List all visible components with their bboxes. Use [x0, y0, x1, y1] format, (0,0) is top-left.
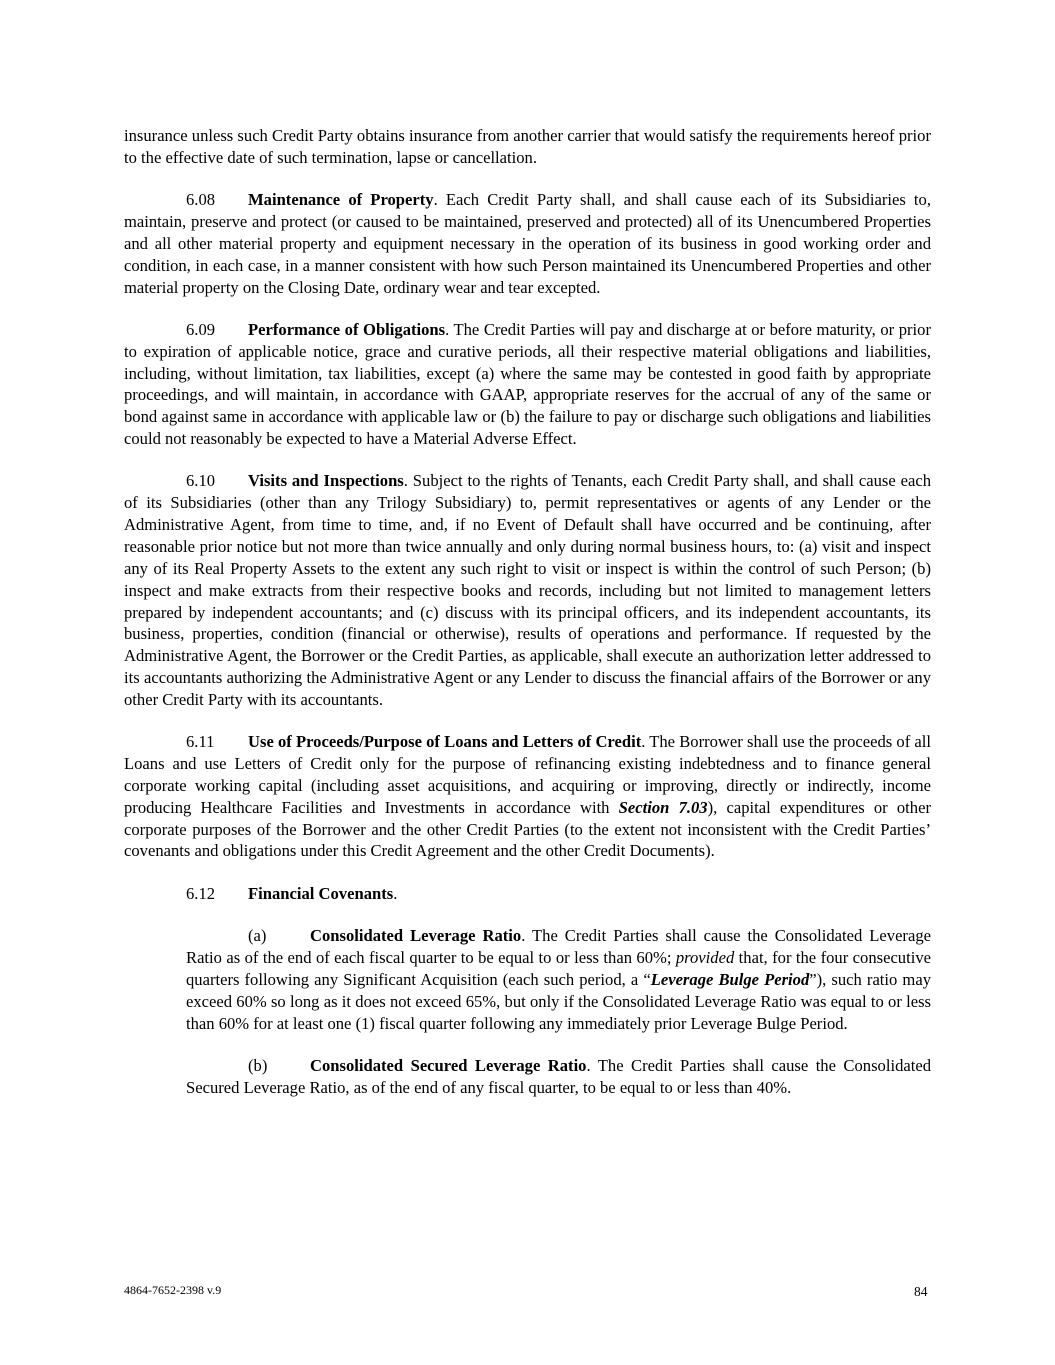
- subsection-6-12-b: [186, 1055, 931, 1099]
- section-number: 6.12: [186, 883, 216, 903]
- document-page: [124, 125, 931, 1119]
- section-number: 6.09: [186, 319, 216, 339]
- subsection-number: (a): [248, 926, 267, 946]
- section-reference: Section 7.03: [618, 797, 708, 817]
- section-number: 6.10: [186, 471, 216, 491]
- subsection-heading: Consolidated Secured Leverage Ratio: [310, 1055, 587, 1075]
- defined-term: Leverage Bulge Period: [650, 969, 810, 989]
- section-number: 6.08: [186, 190, 216, 210]
- subsection-body: that, for the four consecutive quarters following any Significant Acquisition (each such period, a “: [186, 948, 931, 989]
- subsection-body: . The Credit Parties shall cause the Consolidated Secured Leverage Ratio, as of the end of any fiscal quarter, to be equal to or less than 40%.: [186, 1055, 931, 1097]
- subsection-body: . The Credit Parties shall cause the Consolidated Leverage Ratio as of the end of each fiscal quarter to be equal to or less than 60%;: [186, 926, 931, 967]
- section-body: . Subject to the rights of Tenants, each Credit Party shall, and shall cause each of its Subsidiaries (other than any Trilogy Subsidiary) to, permit representatives or agents of any Lender or the Administrative Agent, from time to time, and, if no Event of Default shall have occurred and be continuing, after reasonable prior notice but not more than twice annually and only during normal business hours, to: (a) visit and inspect any of its Real Property Assets to the extent any such right to visit or inspect is within the control of such Person; (b) inspect and make extracts from their respective books and records, including but not limited to management letters prepared by independent accountants; and (c) discuss with its principal officers, and its independent accountants, its business, properties, condition (financial or otherwise), results of operations and performance. If requested by the Administrative Agent, the Borrower or the Credit Parties, as applicable, shall execute an authorization letter addressed to its accountants authorizing the Administrative Agent or any Lender to discuss the financial affairs of the Borrower or any other Credit Party with its accountants.: [124, 471, 931, 709]
- section-body: . Each Credit Party shall, and shall cause each of its Subsidiaries to, maintain, preserve and protect (or caused to be maintained, preserved and protected) all of its Unencumbered Properties and all other material property and equipment necessary in the operation of its business in good working order and condition, in each case, in a manner consistent with how such Person maintained its Unencumbered Properties and other material property on the Closing Date, ordinary wear and tear excepted.: [124, 190, 931, 297]
- section-heading: Financial Covenants: [248, 883, 394, 903]
- subsection-number: (b): [248, 1055, 268, 1075]
- section-6-08: [124, 189, 931, 298]
- continuation-paragraph: insurance unless such Credit Party obtains insurance from another carrier that would satisfy the requirements hereof prior to the effective date of such termination, lapse or cancellation.: [124, 126, 931, 167]
- footer-page-number: 84: [914, 1284, 928, 1299]
- section-body: ), capital expenditures or other corporate purposes of the Borrower and the other Credit Parties (to the extent not inconsistent with the Credit Parties’ covenants and obligations under this Credit Agreement and the other Credit Documents).: [124, 797, 931, 861]
- section-heading: Maintenance of Property: [248, 190, 434, 210]
- subsection-heading: Consolidated Leverage Ratio: [310, 926, 522, 946]
- subsection-6-12-a: [186, 925, 931, 1034]
- section-body: . The Credit Parties will pay and discharge at or before maturity, or prior to expiration of applicable notice, grace and curative periods, all their respective material obligations and liabilities, including, without limitation, tax liabilities, except (a) where the same may be contested in good faith by appropriate proceedings, and will maintain, in accordance with GAAP, appropriate reserves for the accrual of any of the same or bond against same in accordance with applicable law or (b) the failure to pay or discharge such obligations and liabilities could not reasonably be expected to have a Material Adverse Effect.: [124, 319, 931, 449]
- section-6-09: [124, 319, 931, 450]
- section-heading: Performance of Obligations: [248, 319, 446, 339]
- section-body: . The Borrower shall use the proceeds of all Loans and use Letters of Credit only for the purpose of refinancing existing indebtedness and to finance general corporate working capital (including asset acquisitions, and acquiring or improving, directly or indirectly, income producing Healthcare Facilities and Investments in accordance with: [124, 732, 931, 817]
- section-heading: Visits and Inspections: [248, 471, 404, 491]
- section-6-10: [124, 470, 931, 710]
- provided-term: provided: [675, 948, 735, 967]
- section-number: 6.11: [186, 732, 215, 752]
- section-6-11: [124, 731, 931, 862]
- subsection-body: ”), such ratio may exceed 60% so long as it does not exceed 65%, but only if the Consolidated Leverage Ratio was equal to or less than 60% for at least one (1) fiscal quarter following any immediately prior Leverage Bulge Period.: [186, 969, 931, 1033]
- footer-doc-id: 4864-7652-2398 v.9: [124, 1283, 222, 1297]
- section-heading: Use of Proceeds/Purpose of Loans and Letters of Credit: [248, 732, 642, 752]
- section-6-12: 6.12 Financial Covenants.: [186, 883, 398, 903]
